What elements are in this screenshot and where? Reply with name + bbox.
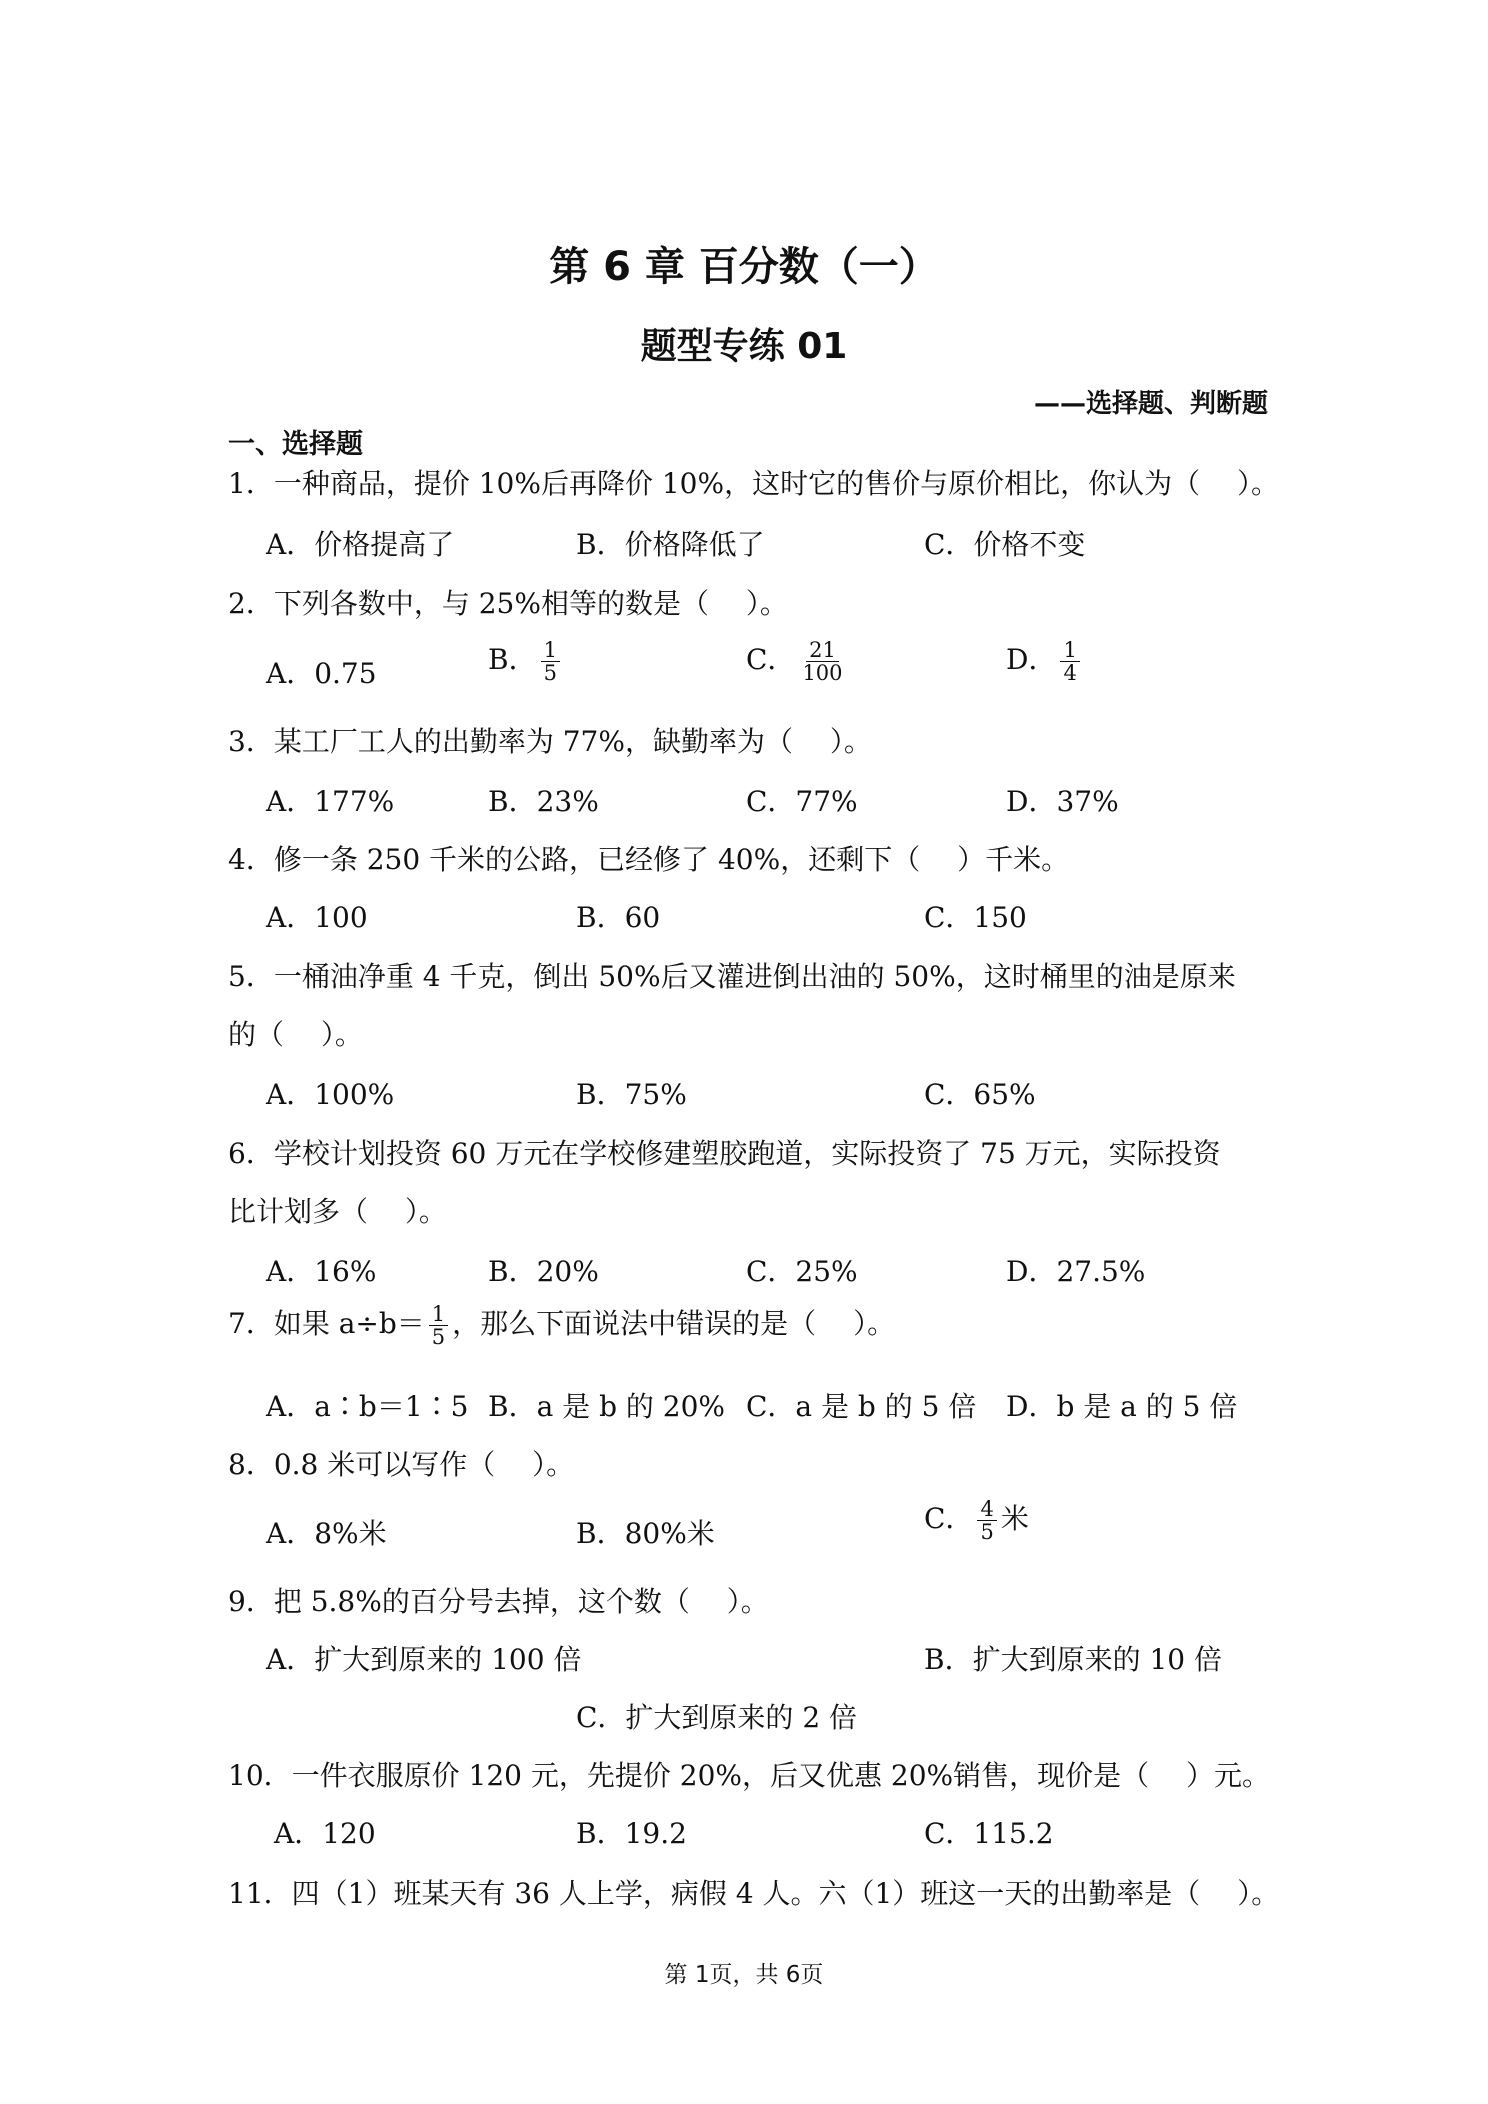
page-title: 第 6 章 百分数（一）: [549, 244, 939, 290]
q7-option-d[interactable]: D．b 是 a 的 5 倍: [1006, 1390, 1238, 1423]
q3-option-a[interactable]: A．177%: [266, 785, 395, 818]
question-10-stem: 10．一件衣服原价 120 元，先提价 20%，后又优惠 20%销售，现价是（ ）元。: [228, 1759, 1271, 1792]
q8-option-b[interactable]: B．80%米: [576, 1517, 715, 1550]
q2-option-c[interactable]: [746, 638, 850, 684]
q6-option-a[interactable]: A．16%: [266, 1255, 377, 1288]
q10-option-c[interactable]: C．115.2: [924, 1817, 1054, 1850]
q3-option-c[interactable]: C．77%: [746, 785, 858, 818]
q5-option-b[interactable]: B．75%: [576, 1078, 687, 1111]
question-1-stem: 1．一种商品，提价 10%后再降价 10%，这时它的售价与原价相比，你认为（ ）。: [228, 467, 1279, 500]
q2-option-b[interactable]: [488, 638, 564, 684]
q8-option-c-fraction: $\frac{4}{5}$: [977, 1498, 996, 1543]
question-4-stem: 4．修一条 250 千米的公路，已经修了 40%，还剩下（ ）千米。: [228, 843, 1070, 876]
question-7-stem: 7．如果 a÷b＝ $\frac{1}{5}$ ，那么下面说法中错误的是（ ）。: [228, 1301, 896, 1349]
q6-option-d[interactable]: D．27.5%: [1006, 1255, 1146, 1288]
q2-option-a[interactable]: A．0.75: [266, 657, 377, 690]
question-9-stem: 9．把 5.8%的百分号去掉，这个数（ ）。: [228, 1585, 769, 1618]
page-footer: 第 1页，共 6页: [664, 1962, 824, 1988]
q2-option-c-label: C．: [746, 643, 796, 676]
q4-option-a[interactable]: A．100: [266, 901, 368, 934]
question-type-label: ——选择题、判断题: [1033, 389, 1268, 419]
q10-option-a[interactable]: A．120: [274, 1817, 376, 1850]
question-5-stem: 5．一桶油净重 4 千克，倒出 50%后又灌进倒出油的 50%，这时桶里的油是原来: [228, 960, 1236, 993]
q7-fraction: $\frac{1}{5}$: [429, 1303, 448, 1348]
q4-option-b[interactable]: B．60: [576, 901, 661, 934]
q7-option-b[interactable]: B．a 是 b 的 20%: [488, 1390, 726, 1423]
q6-option-b[interactable]: B．20%: [488, 1255, 599, 1288]
q1-option-c[interactable]: C．价格不变: [924, 528, 1086, 561]
q2-option-d-label: D．: [1006, 643, 1057, 676]
q9-option-c[interactable]: C．扩大到原来的 2 倍: [576, 1701, 858, 1734]
q10-option-b[interactable]: B．19.2: [576, 1817, 687, 1850]
question-6-stem-cont: 比计划多（ ）。: [228, 1195, 447, 1228]
q6-option-c[interactable]: C．25%: [746, 1255, 858, 1288]
q7-option-a[interactable]: A．a∶b＝1∶5: [266, 1390, 469, 1423]
page-subtitle: 题型专练 01: [640, 326, 848, 367]
q8-option-c[interactable]: [924, 1497, 1029, 1543]
section-heading: 一、选择题: [228, 429, 363, 460]
q5-option-a[interactable]: A．100%: [266, 1078, 395, 1111]
question-3-stem: 3．某工厂工人的出勤率为 77%，缺勤率为（ ）。: [228, 725, 872, 758]
q2-option-d-fraction: $\frac{1}{4}$: [1060, 639, 1079, 684]
q2-option-d[interactable]: [1006, 638, 1084, 684]
q4-option-c[interactable]: C．150: [924, 901, 1027, 934]
question-6-stem: 6．学校计划投资 60 万元在学校修建塑胶跑道，实际投资了 75 万元，实际投资: [228, 1137, 1221, 1170]
q2-option-b-label: B．: [488, 643, 537, 676]
q8-option-c-unit: 米: [1000, 1502, 1029, 1535]
q8-option-c-label: C．: [924, 1502, 974, 1535]
q8-option-a[interactable]: A．8%米: [266, 1517, 387, 1550]
q1-option-b[interactable]: B．价格降低了: [576, 528, 765, 561]
q9-option-a[interactable]: A．扩大到原来的 100 倍: [266, 1643, 582, 1676]
q2-option-c-fraction: $\frac{21}{100}$: [802, 637, 843, 685]
q1-option-a[interactable]: A．价格提高了: [266, 528, 455, 561]
question-5-stem-cont: 的（ ）。: [228, 1018, 363, 1051]
question-11-stem: 11．四（1）班某天有 36 人上学，病假 4 人。六（1）班这一天的出勤率是（ ）。: [228, 1877, 1280, 1910]
q5-option-c[interactable]: C．65%: [924, 1078, 1036, 1111]
question-8-stem: 8．0.8 米可以写作（ ）。: [228, 1448, 575, 1481]
q3-option-b[interactable]: B．23%: [488, 785, 599, 818]
q7-option-c[interactable]: C．a 是 b 的 5 倍: [746, 1390, 977, 1423]
question-2-stem: 2．下列各数中，与 25%相等的数是（ ）。: [228, 587, 788, 620]
q3-option-d[interactable]: D．37%: [1006, 785, 1119, 818]
q9-option-b[interactable]: B．扩大到原来的 10 倍: [924, 1643, 1223, 1676]
q2-option-b-fraction: $\frac{1}{5}$: [541, 639, 560, 684]
